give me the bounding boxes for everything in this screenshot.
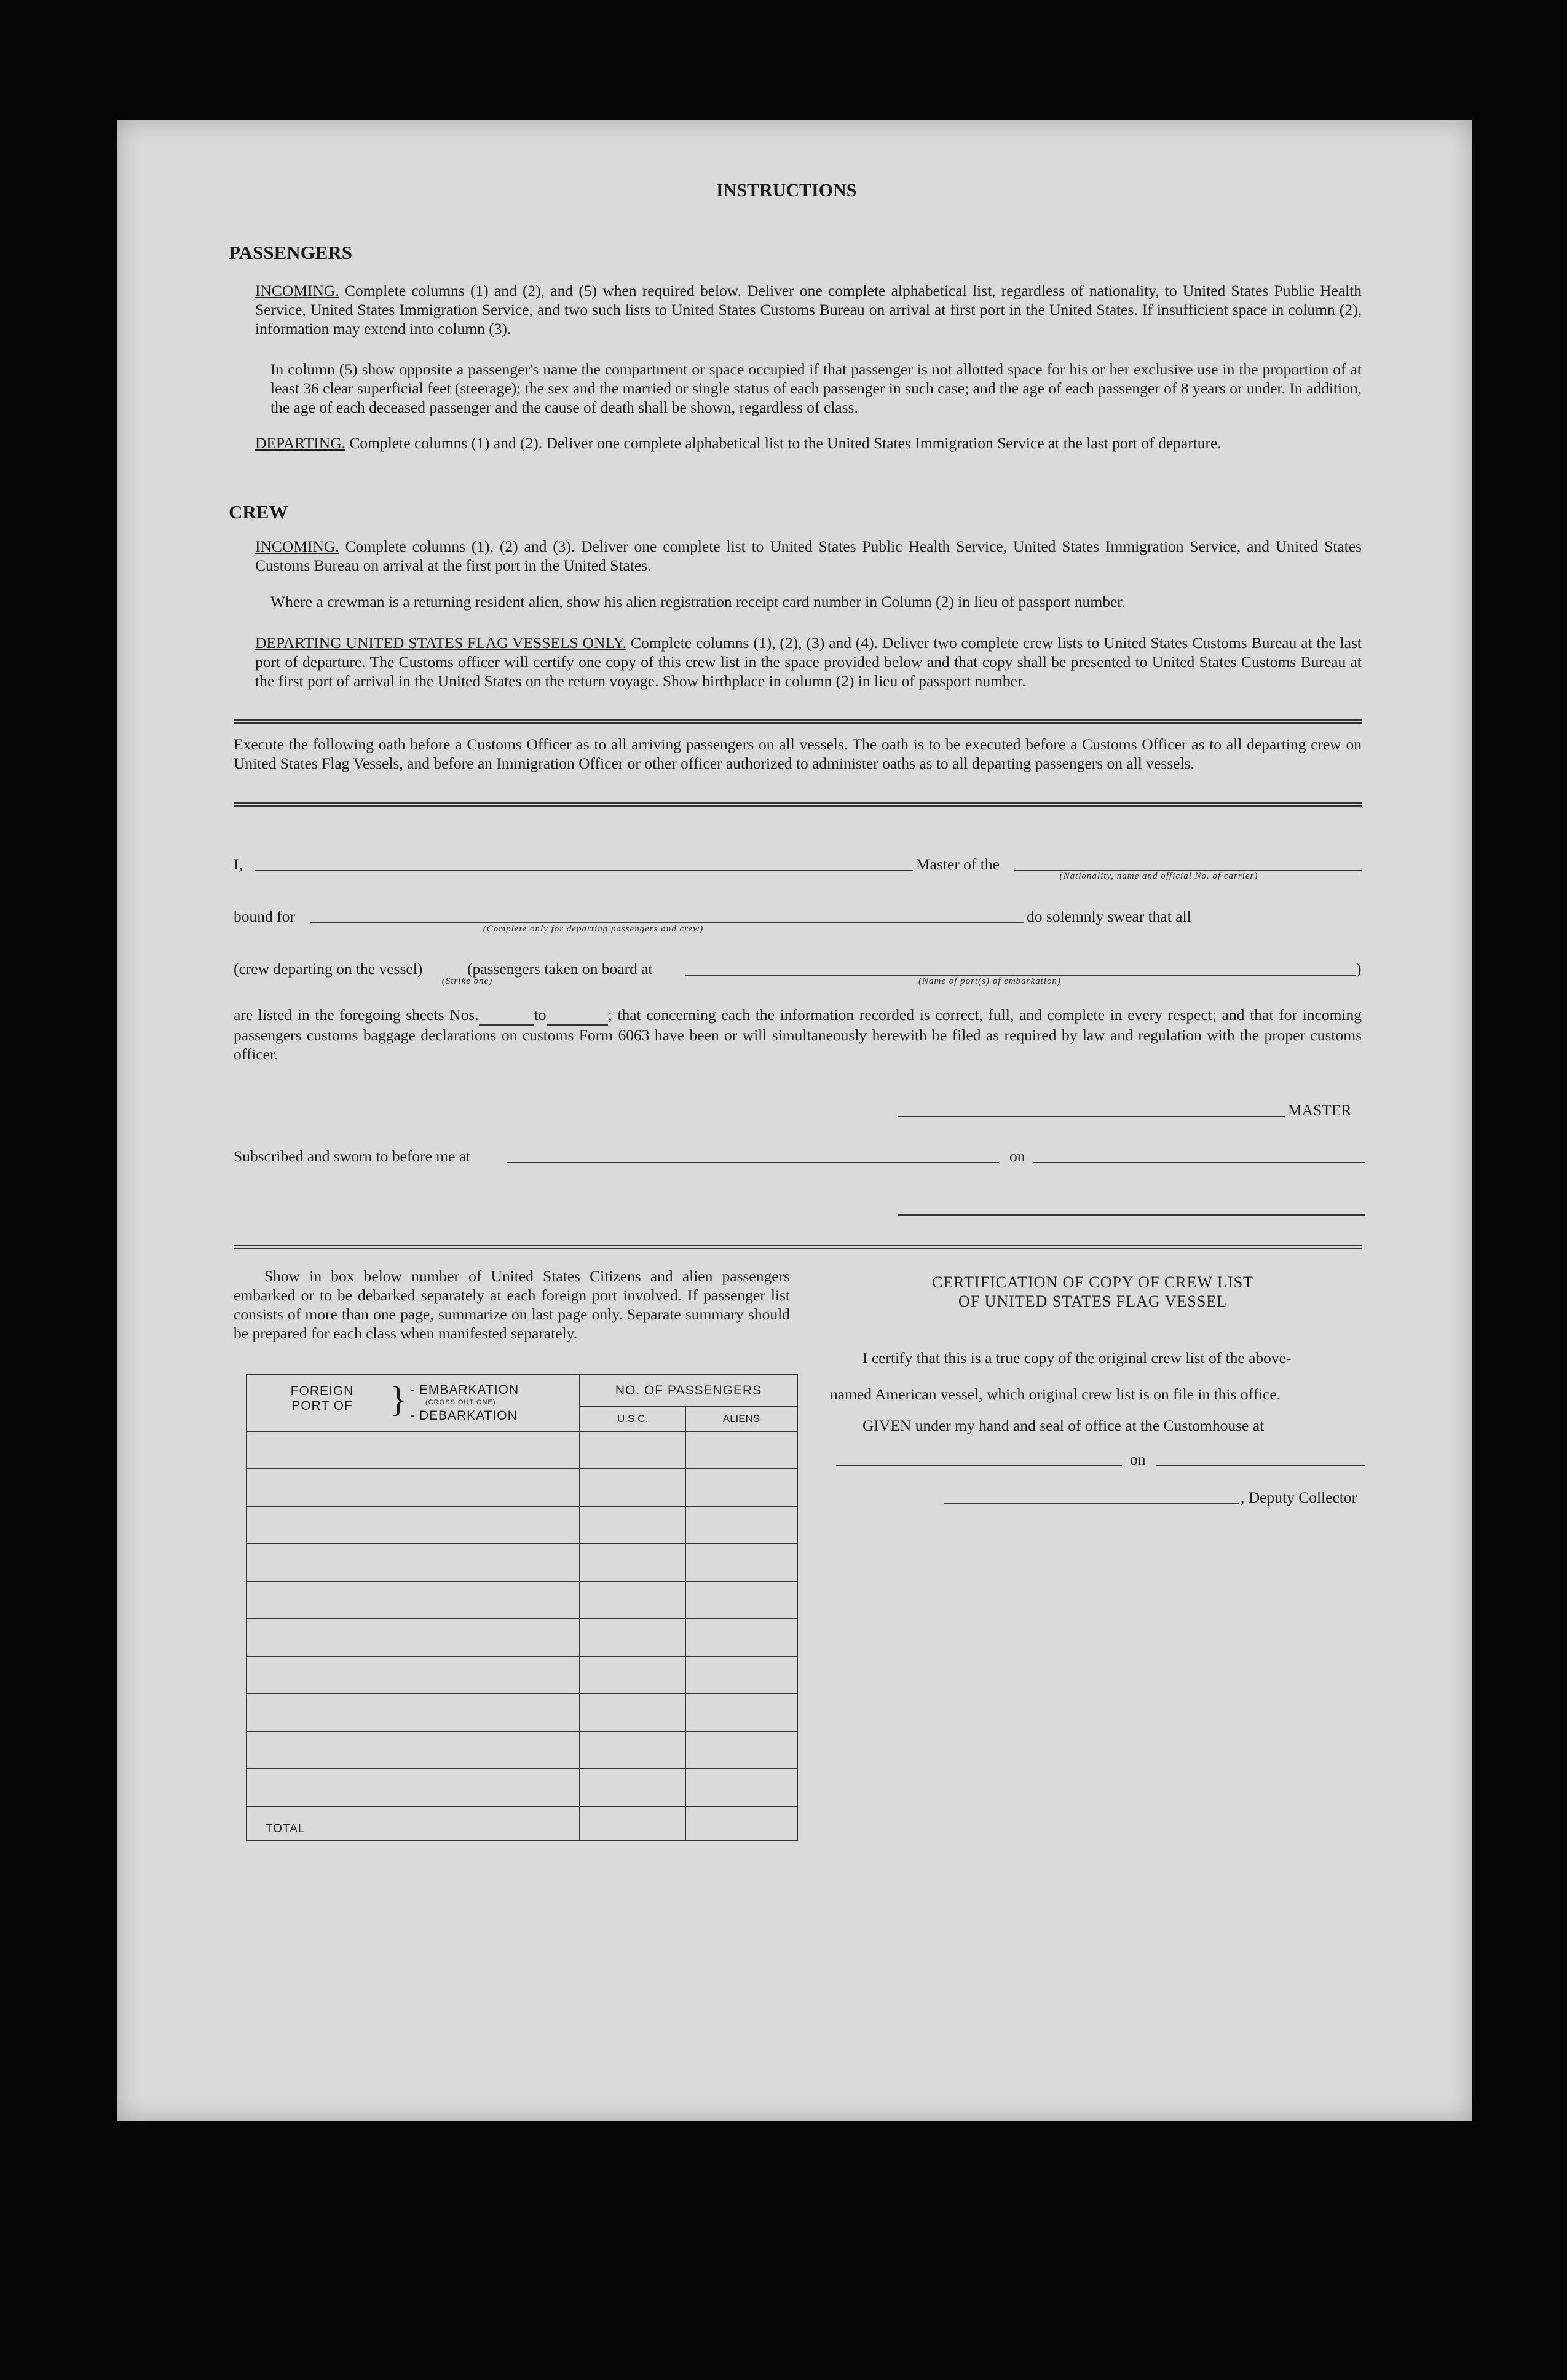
form-page [117,120,1472,2121]
crew-departing-text: Complete columns (1), (2), (3) and (4). Deliver two complete crew lists to United States Customs Bureau at the last port of departure. The Customs officer will certify one copy of this crew list in the space provided below and that copy shall be presented to United States Customs Bureau at the first port of arrival in the United States on the return voyage. Show birthplace in column (2) in lieu of passport number. [255,634,1362,690]
aliens-cell[interactable] [685,1469,797,1506]
swear-label: do solemnly swear that all [1027,907,1191,925]
table-row [247,1431,797,1469]
debarkation-label: - DEBARKATION [410,1409,518,1423]
brace-icon: } [390,1379,407,1419]
usc-total-cell[interactable] [580,1806,685,1840]
crew-departing-paragraph [255,633,1362,690]
port-cell[interactable] [247,1619,580,1656]
port-cell[interactable] [247,1694,580,1731]
bound-for-caption: (Complete only for departing passengers and crew) [483,924,704,934]
listed-text-a: are listed in the foregoing sheets Nos. [234,1006,479,1024]
port-cell[interactable] [247,1469,580,1506]
port-cell[interactable] [247,1544,580,1581]
ports-caption: (Name of port(s) of embarkation) [918,976,1061,986]
aliens-cell[interactable] [685,1506,797,1544]
sheet-from-field[interactable] [479,1005,534,1026]
crew-departing-label: DEPARTING UNITED STATES FLAG VESSELS ONLY. [255,634,627,652]
page-title: INSTRUCTIONS [716,180,857,200]
aliens-cell[interactable] [685,1581,797,1619]
table-row [247,1619,797,1656]
divider [234,719,1362,724]
oath-intro: Execute the following oath before a Customs Officer as to all arriving passengers on all vessels. The oath is to be executed before a Customs Officer as to all departing crew on United States Flag Vessels, and before an Immigration Officer or other officer authorized to administer oaths as to all departing passengers on all vessels. [234,735,1362,772]
passengers-incoming-paragraph [255,281,1362,338]
passenger-summary-table [246,1374,798,1841]
port-cell[interactable] [247,1656,580,1694]
port-cell[interactable] [247,1731,580,1769]
customhouse-field[interactable] [836,1465,1122,1466]
foreign-port-label: FOREIGN PORT OF [290,1384,354,1413]
passengers-column5-paragraph: In column (5) show opposite a passenger's name the compartment or space occupied if that passenger is not allotted space for his or her exclusive use in the proportion of at least 36 clear superficial feet (steerage); the sex and the married or single status of each passenger in such case; and the age of each passenger of 8 years or under. In addition, the age of each deceased passenger and the cause of death shall be shown, regardless of class. [270,360,1362,416]
aliens-cell[interactable] [685,1656,797,1694]
listed-to: to [534,1006,547,1024]
sworn-date-field[interactable] [1033,1162,1365,1163]
deputy-signature-field[interactable] [944,1503,1239,1504]
aliens-cell[interactable] [685,1769,797,1806]
crew-alien-paragraph: Where a crewman is a returning resident alien, show his alien registration receipt card number in Column (2) in lieu of passport number. [270,593,1126,611]
divider [234,802,1362,807]
table-row [247,1506,797,1544]
usc-cell[interactable] [580,1581,685,1619]
usc-cell[interactable] [580,1656,685,1694]
deputy-collector-label: , Deputy Collector [1241,1488,1357,1506]
certification-title [824,1273,1362,1311]
certify-date-field[interactable] [1156,1465,1365,1466]
aliens-cell[interactable] [685,1619,797,1656]
embarkation-ports-field[interactable] [685,975,1356,976]
sheet-to-field[interactable] [547,1005,608,1026]
officer-signature-field[interactable] [898,1214,1365,1216]
aliens-cell[interactable] [685,1544,797,1581]
crew-incoming-paragraph [255,537,1362,575]
aliens-header: ALIENS [685,1407,797,1431]
master-name-field[interactable] [255,870,913,871]
passengers-departing-label: DEPARTING. [255,434,345,452]
usc-cell[interactable] [580,1544,685,1581]
embarkation-label: - EMBARKATION [410,1383,519,1397]
port-header-cell [247,1375,580,1431]
total-label: TOTAL [247,1806,580,1840]
aliens-cell[interactable] [685,1431,797,1469]
subscribed-label: Subscribed and sworn to before me at [234,1147,471,1165]
table-row [247,1656,797,1694]
sworn-on-label: on [1009,1147,1025,1165]
table-row [247,1469,797,1506]
port-cell[interactable] [247,1431,580,1469]
table-row [247,1769,797,1806]
summary-instructions: Show in box below number of United States Citizens and alien passengers embarked or to be debarked separately at each foreign port involved. If passenger list consists of more than one page, summarize on last page only. Separate summary should be prepared for each class when manifested separately. [234,1267,790,1342]
certify-line3: GIVEN under my hand and seal of office at the Customhouse at [862,1417,1265,1434]
table-row [247,1544,797,1581]
passengers-departing-paragraph [255,433,1362,453]
master-label: MASTER [1288,1101,1352,1119]
usc-cell[interactable] [580,1769,685,1806]
passengers-incoming-text: Complete columns (1) and (2), and (5) when required below. Deliver one complete alphabetical list, regardless of nationality, to United States Public Health Service, United States Immigration Service, and two such lists to United States Customs Bureau on arrival at first port in the United States. If insufficient space in column (2), information may extend into column (3). [255,282,1362,338]
crew-departing-option: (crew departing on the vessel) [234,960,423,978]
passengers-heading: PASSENGERS [229,242,352,263]
usc-cell[interactable] [580,1431,685,1469]
crew-incoming-label: INCOMING. [255,537,339,555]
bound-for-field[interactable] [310,922,1024,923]
master-signature-field[interactable] [898,1116,1285,1117]
bound-for-label: bound for [234,907,295,925]
usc-cell[interactable] [580,1731,685,1769]
usc-cell[interactable] [580,1469,685,1506]
usc-header: U.S.C. [580,1407,685,1431]
listed-paragraph [234,1005,1362,1064]
divider [234,1245,1362,1249]
aliens-cell[interactable] [685,1694,797,1731]
certify-line2: named American vessel, which original crew list is on file in this office. [830,1385,1281,1403]
certification-title-line2: OF UNITED STATES FLAG VESSEL [958,1292,1228,1310]
certification-title-line1: CERTIFICATION OF COPY OF CREW LIST [932,1273,1253,1291]
port-cell[interactable] [247,1581,580,1619]
port-cell[interactable] [247,1506,580,1544]
table-row [247,1694,797,1731]
usc-cell[interactable] [580,1506,685,1544]
usc-cell[interactable] [580,1694,685,1731]
oath-i-label: I, [234,855,243,873]
port-cell[interactable] [247,1769,580,1806]
aliens-cell[interactable] [685,1731,797,1769]
sworn-place-field[interactable] [507,1162,999,1163]
carrier-caption: (Nationality, name and official No. of carrier) [1059,871,1258,881]
certify-on-label: on [1130,1450,1146,1468]
passengers-taken-option: (passengers taken on board at [467,960,653,978]
total-row [247,1806,797,1840]
table-row [247,1731,797,1769]
master-of-the-label: Master of the [916,855,1000,873]
crew-heading: CREW [229,501,288,523]
strike-one-caption: (Strike one) [441,976,493,986]
listed-text-b: ; that concerning each the information recorded is correct, full, and complete in every respect; and that for incoming passengers customs baggage declarations on customs Form 6063 have been or will simultaneously herewith be filed as required by law and regulation with the proper customs officer. [234,1006,1362,1063]
usc-cell[interactable] [580,1619,685,1656]
aliens-total-cell[interactable] [685,1806,797,1840]
passengers-incoming-label: INCOMING. [255,282,339,299]
cross-out-label: (CROSS OUT ONE) [425,1399,496,1406]
table-row [247,1581,797,1619]
crew-incoming-text: Complete columns (1), (2) and (3). Deliver one complete list to United States Public Health Service, United States Immigration Service, and United States Customs Bureau on arrival at the first port in the United States. [255,537,1362,574]
close-paren: ) [1356,960,1362,978]
passengers-departing-text: Complete columns (1) and (2). Deliver one complete alphabetical list to the United States Immigration Service at the last port of departure. [349,434,1222,452]
certify-line1: I certify that this is a true copy of the original crew list of the above- [862,1349,1292,1367]
no-of-passengers-header: NO. OF PASSENGERS [580,1375,797,1407]
